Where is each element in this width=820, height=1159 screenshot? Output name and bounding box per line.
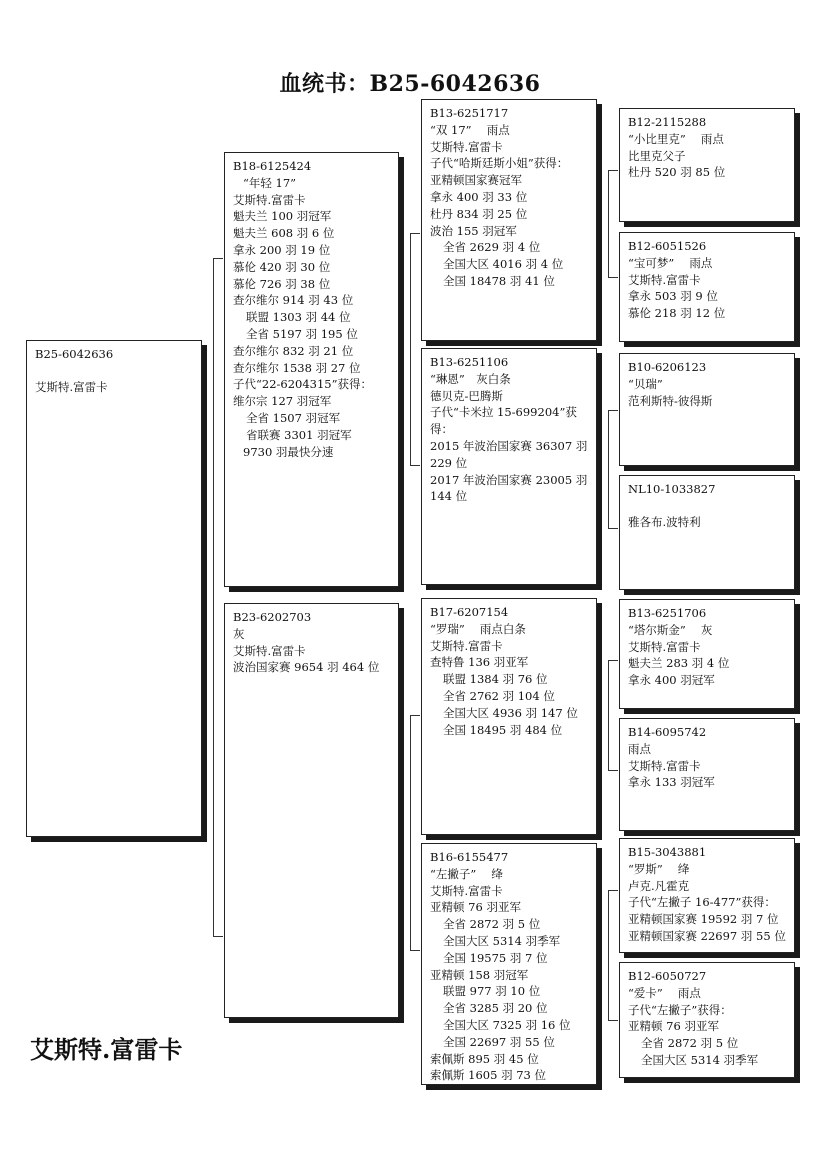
- ggp2-line: 拿永 503 羽 9 位: [628, 289, 718, 304]
- gd1-line: 子代“卡米拉 15-699204”获得：: [430, 405, 577, 437]
- ggp5-line: 拿永 400 羽冠军: [628, 673, 715, 688]
- dam-ring: B23-6202703: [233, 610, 312, 624]
- connector-ggp4: [608, 528, 618, 529]
- sire-line: 维尔宗 127 羽冠军: [233, 394, 332, 409]
- gs1-line: 全国大区 4016 羽 4 位: [443, 257, 564, 272]
- sire-line: 魁夫兰 608 羽 6 位: [233, 226, 335, 241]
- ggp7-line: 子代“左撇子 16-477”获得：: [628, 895, 776, 910]
- ggp2-ring: B12-6051526: [628, 239, 707, 253]
- gd1-line: 2017 年波治国家赛 23005 羽 144 位: [430, 472, 588, 504]
- sire-line: 查尔维尔 914 羽 43 位: [233, 293, 354, 308]
- sire-line: 慕伦 726 羽 38 位: [233, 276, 331, 291]
- gs2-line: 联盟 1384 羽 76 位: [443, 672, 548, 687]
- ggp1-card: [619, 108, 795, 222]
- gs1-line: 亚精顿国家赛冠军: [430, 173, 522, 188]
- gs2-ring: B17-6207154: [430, 605, 509, 619]
- gs1-line: 全国 18478 羽 41 位: [443, 273, 555, 288]
- sire-ring: B18-6125424: [233, 159, 312, 173]
- dam-card: [224, 603, 399, 1018]
- connector-gd2-parents: [608, 890, 609, 1020]
- dam-line: 艾斯特.富雷卡: [233, 643, 306, 658]
- ggp5-line: 魁夫兰 283 羽 4 位: [628, 656, 730, 671]
- ggp8-line: 全省 2872 羽 5 位: [641, 1036, 739, 1051]
- connector-ggp5: [608, 660, 618, 661]
- gd1-line: 德贝克-巴腾斯: [430, 388, 503, 403]
- gd2-line: 艾斯特.富雷卡: [430, 883, 503, 898]
- connector-gd2: [410, 950, 420, 951]
- connector-sire: [213, 258, 223, 259]
- gs2-line: “罗瑞” 雨点白条: [430, 621, 526, 636]
- ggp3-line: “贝瑞”: [628, 376, 663, 391]
- ggp4-card: [619, 475, 795, 590]
- subject-owner: 艾斯特.富雷卡: [35, 379, 108, 394]
- connector-dam-parents: [410, 715, 411, 950]
- sire-line: “年轻 17”: [243, 175, 297, 190]
- gs2-line: 全国大区 4936 羽 147 位: [443, 705, 578, 720]
- gd2-line: 索佩斯 1605 羽 73 位: [430, 1068, 547, 1083]
- dam-line: 灰: [233, 626, 245, 641]
- sire-card: [224, 152, 399, 587]
- gd1-line: 2015 年波治国家赛 36307 羽 229 位: [430, 438, 588, 470]
- ggp7-line: 亚精顿国家赛 22697 羽 55 位: [628, 928, 786, 943]
- connector-ggp6: [608, 770, 618, 771]
- connector-gd1: [410, 465, 420, 466]
- ggp2-line: 慕伦 218 羽 12 位: [628, 306, 726, 321]
- connector-ggp8: [608, 1020, 618, 1021]
- gd2-line: 全国 19575 羽 7 位: [443, 950, 548, 965]
- ggp6-card: [619, 718, 795, 831]
- ggp5-card: [619, 599, 795, 709]
- gd2-line: 全国大区 7325 羽 16 位: [443, 1017, 571, 1032]
- ggp3-card: [619, 353, 795, 466]
- gd2-ring: B16-6155477: [430, 850, 509, 864]
- ggp6-ring: B14-6095742: [628, 725, 707, 739]
- ggp8-card: [619, 962, 795, 1078]
- sire-line: 查尔维尔 1538 羽 27 位: [233, 360, 361, 375]
- subject-card: [26, 340, 202, 837]
- bird-name-large: 艾斯特.富雷卡: [30, 1035, 183, 1064]
- connector-gs2: [410, 715, 420, 716]
- ggp4-line: 雅各布.波特利: [628, 514, 701, 529]
- sire-line: 子代“22-6204315”获得：: [233, 377, 372, 392]
- ggp2-line: “宝可梦” 雨点: [628, 255, 713, 270]
- ggp8-line: 子代“左撇子”获得：: [628, 1002, 732, 1017]
- ggp6-line: 雨点: [628, 741, 651, 756]
- gd1-ring: B13-6251106: [430, 355, 509, 369]
- gd2-line: 全国大区 5314 羽季军: [443, 933, 561, 948]
- sire-line: 魁夫兰 100 羽冠军: [233, 209, 332, 224]
- connector-ggp1: [608, 170, 618, 171]
- gd1-card: [421, 348, 597, 585]
- sire-line: 艾斯特.富雷卡: [233, 192, 306, 207]
- ggp3-ring: B10-6206123: [628, 360, 707, 374]
- connector-dam: [213, 936, 223, 937]
- subject-ring: B25-6042636: [35, 347, 114, 361]
- gd2-line: 联盟 977 羽 10 位: [443, 984, 541, 999]
- sire-line: 拿永 200 羽 19 位: [233, 242, 331, 257]
- ggp3-line: 范利斯特-彼得斯: [628, 393, 713, 408]
- gs1-line: 子代“哈斯廷斯小姐”获得：: [430, 156, 569, 171]
- connector-sire-parents: [410, 233, 411, 465]
- gs1-line: 拿永 400 羽 33 位: [430, 189, 528, 204]
- ggp8-ring: B12-6050727: [628, 969, 707, 983]
- gs2-line: 全国 18495 羽 484 位: [443, 722, 563, 737]
- connector-ggp2: [608, 277, 618, 278]
- ggp4-ring: NL10-1033827: [628, 482, 716, 496]
- sire-line: 9730 羽最快分速: [243, 444, 334, 459]
- sire-line: 查尔维尔 832 羽 21 位: [233, 343, 354, 358]
- ggp8-line: “爱卡” 雨点: [628, 985, 701, 1000]
- connector-ggp7: [608, 890, 618, 891]
- gd1-line: “琳恩” 灰白条: [430, 371, 511, 386]
- connector-gs1: [410, 233, 420, 234]
- ggp2-line: 艾斯特.富雷卡: [628, 272, 701, 287]
- ggp1-line: 比里克父子: [628, 148, 686, 163]
- ggp1-ring: B12-2115288: [628, 115, 707, 129]
- ggp1-line: 杜丹 520 羽 85 位: [628, 165, 726, 180]
- ggp1-line: “小比里克” 雨点: [628, 131, 724, 146]
- connector-gd1-parents: [608, 410, 609, 528]
- ggp5-line: “塔尔斯金” 灰: [628, 622, 713, 637]
- gs2-line: 全省 2762 羽 104 位: [443, 688, 555, 703]
- sire-line: 联盟 1303 羽 44 位: [246, 310, 351, 325]
- gd2-card: [421, 843, 597, 1085]
- gd2-line: “左撇子” 绛: [430, 866, 503, 881]
- pedigree-title: 血统书：B25-6042636: [279, 71, 541, 97]
- ggp8-line: 亚精顿 76 羽亚军: [628, 1019, 719, 1034]
- dam-line: 波治国家赛 9654 羽 464 位: [233, 660, 380, 675]
- gs1-line: 全省 2629 羽 4 位: [443, 240, 541, 255]
- connector-subject: [213, 258, 214, 936]
- ggp7-line: 亚精顿国家赛 19592 羽 7 位: [628, 912, 779, 927]
- ggp7-ring: B15-3043881: [628, 845, 707, 859]
- gd2-line: 亚精顿 158 羽冠军: [430, 967, 529, 982]
- gs1-line: 波治 155 羽冠军: [430, 223, 517, 238]
- sire-line: 慕伦 420 羽 30 位: [233, 259, 331, 274]
- connector-gs2-parents: [608, 660, 609, 770]
- gs1-line: 杜丹 834 羽 25 位: [430, 206, 528, 221]
- gs2-line: 艾斯特.富雷卡: [430, 638, 503, 653]
- ggp2-card: [619, 232, 795, 342]
- sire-line: 全省 5197 羽 195 位: [246, 326, 358, 341]
- gs1-line: “双 17” 雨点: [430, 122, 510, 137]
- ggp5-line: 艾斯特.富雷卡: [628, 639, 701, 654]
- connector-gs1-parents: [608, 170, 609, 277]
- gs2-line: 查特鲁 136 羽亚军: [430, 655, 529, 670]
- ggp6-line: 拿永 133 羽冠军: [628, 775, 715, 790]
- ggp7-card: [619, 838, 795, 953]
- gd2-line: 亚精顿 76 羽亚军: [430, 900, 521, 915]
- gd2-line: 全省 3285 羽 20 位: [443, 1001, 548, 1016]
- gs2-card: [421, 598, 597, 835]
- gs1-line: 艾斯特.富雷卡: [430, 139, 503, 154]
- gd2-line: 全国 22697 羽 55 位: [443, 1034, 555, 1049]
- gd2-line: 索佩斯 895 羽 45 位: [430, 1051, 539, 1066]
- sire-line: 省联赛 3301 羽冠军: [246, 427, 352, 442]
- ggp6-line: 艾斯特.富雷卡: [628, 758, 701, 773]
- ggp5-ring: B13-6251706: [628, 606, 707, 620]
- connector-ggp3: [608, 410, 618, 411]
- gd2-line: 全省 2872 羽 5 位: [443, 917, 541, 932]
- gs1-ring: B13-6251717: [430, 106, 509, 120]
- gs1-card: [421, 99, 597, 341]
- ggp8-line: 全国大区 5314 羽季军: [641, 1052, 759, 1067]
- sire-line: 全省 1507 羽冠军: [246, 410, 341, 425]
- ggp7-line: 卢克.凡霍克: [628, 878, 690, 893]
- ggp7-line: “罗斯” 绛: [628, 861, 690, 876]
